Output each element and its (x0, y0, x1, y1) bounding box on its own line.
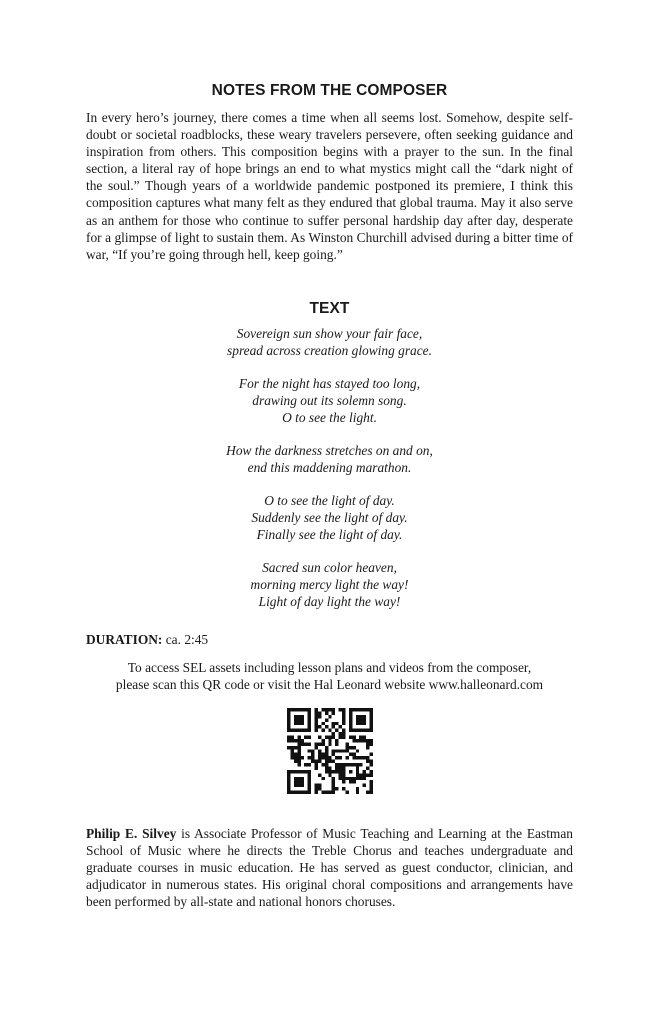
lyric-line: Light of day light the way! (258, 594, 401, 609)
lyric-line: Suddenly see the light of day. (251, 510, 408, 525)
notes-body: In every hero’s journey, there comes a time when all seems lost. Somehow, despite self-doubt or societal roadblocks, these weary travelers persevere, often seeking guidance and inspiration from others. This composition begins with a prayer to the sun. In the final section, a literal ray of hope brings an end to what mystics might call the “dark night of the soul.” Though years of a worldwide pandemic postponed its premiere, I think this composition captures what many felt as they endured that global trauma. May it also serve as an anthem for those who continue to suffer personal hardship day after day, desperate for a glimpse of light to sustain them. As Winston Churchill advised during a bitter time of war, “If you’re going through hell, keep going.” (86, 110, 573, 262)
stanza (86, 492, 573, 543)
lyric-line: end this maddening marathon. (247, 460, 412, 475)
lyric-line: drawing out its solemn song. (252, 393, 407, 408)
lyric-line: O to see the light of day. (264, 493, 395, 508)
access-line-2: please scan this QR code or visit the Hal Leonard website www.halleonard.com (115, 677, 544, 692)
lyric-line: For the night has stayed too long, (238, 376, 421, 391)
composer-bio (86, 825, 573, 910)
duration (86, 632, 208, 648)
text-title: TEXT (309, 300, 350, 317)
access-line-1: To access SEL assets including lesson plans and videos from the composer, (127, 660, 532, 675)
access-note (86, 659, 573, 693)
stanza (86, 375, 573, 426)
duration-label: DURATION: (86, 632, 163, 647)
stanza (86, 325, 573, 359)
qr-code-icon[interactable] (287, 708, 373, 794)
composer-name: Philip E. Silvey (86, 826, 177, 841)
duration-value: ca. 2:45 (165, 632, 209, 647)
lyrics (86, 325, 573, 626)
stanza (86, 442, 573, 476)
stanza (86, 559, 573, 610)
lyric-line: spread across creation glowing grace. (227, 343, 432, 358)
lyric-line: morning mercy light the way! (250, 577, 409, 592)
bio-text: is Associate Professor of Music Teaching and Learning at the Eastman School of Music where he directs the Treble Chorus and teaches undergraduate and graduate courses in music education. He has served as guest conductor, clinician, and adjudicator in numerous states. His original choral compositions and arrangements have been performed by all-state and national honors choruses. (86, 826, 573, 910)
lyric-line: Sovereign sun show your fair face, (236, 326, 423, 341)
lyric-line: Sacred sun color heaven, (262, 560, 397, 575)
lyric-line: O to see the light. (282, 410, 377, 425)
lyric-line: Finally see the light of day. (256, 527, 403, 542)
page (86, 0, 573, 1024)
lyric-line: How the darkness stretches on and on, (226, 443, 433, 458)
notes-title: NOTES FROM THE COMPOSER (211, 82, 448, 99)
